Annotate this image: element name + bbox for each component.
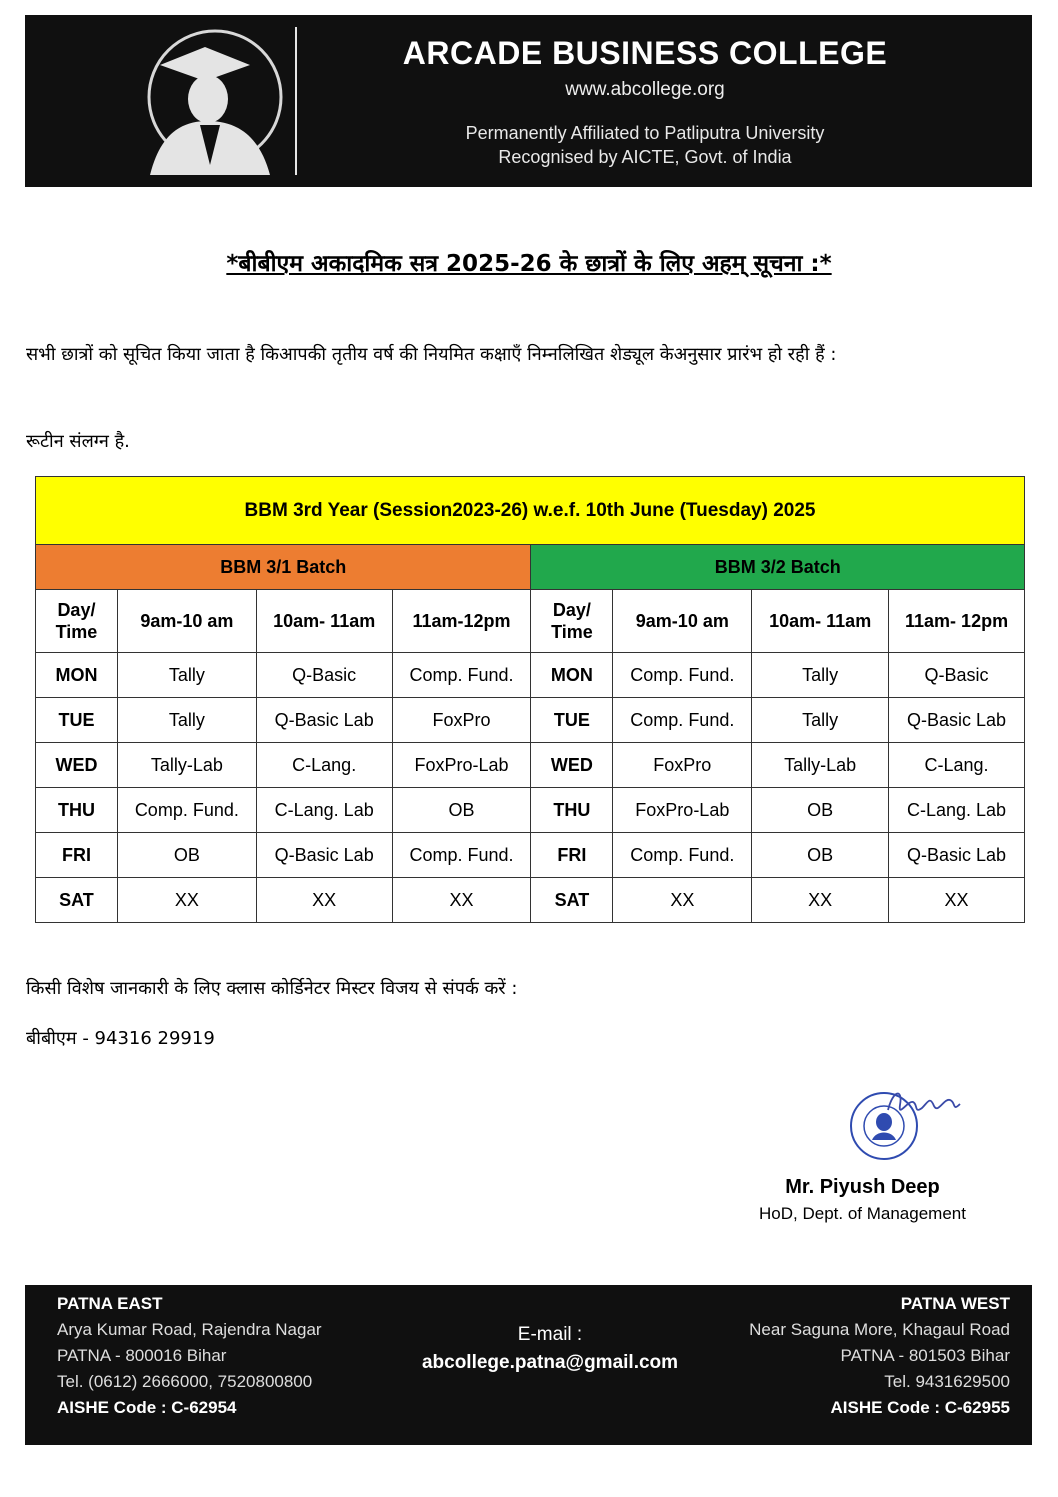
college-footer [25, 1285, 1032, 1445]
day-cell: MON [531, 653, 613, 698]
batch1-header: BBM 3/1 Batch [36, 545, 531, 590]
class-cell: XX [752, 878, 889, 923]
table-row [36, 878, 1025, 923]
west-aishe-code: AISHE Code : C-62955 [830, 1398, 1010, 1417]
class-cell: Q-Basic [889, 653, 1025, 698]
contact-text: किसी विशेष जानकारी के लिए क्लास कोर्डिनेटर मिस्टर विजय से संपर्क करें : [26, 978, 518, 999]
class-cell: C-Lang. [889, 743, 1025, 788]
schedule-table [35, 476, 1025, 923]
table-row [36, 743, 1025, 788]
schedule-title: BBM 3rd Year (Session2023-26) w.e.f. 10th June (Tuesday) 2025 [36, 477, 1025, 545]
day-cell: THU [531, 788, 613, 833]
notice-title: *बीबीएम अकादमिक सत्र 2025-26 के छात्रों के लिए अहम् सूचना :* [226, 251, 832, 277]
table-row [36, 653, 1025, 698]
class-cell: FoxPro [613, 743, 752, 788]
east-address-line: Arya Kumar Road, Rajendra Nagar [57, 1320, 322, 1339]
schedule-title-row [36, 477, 1025, 545]
column-header: 10am- 11am [256, 590, 392, 653]
column-header: 9am-10 am [117, 590, 256, 653]
day-cell: THU [36, 788, 118, 833]
contact-phone: बीबीएम - 94316 29919 [26, 1028, 215, 1049]
column-header: Day/ Time [36, 590, 118, 653]
patna-east-address [57, 1291, 322, 1421]
east-address-line: PATNA - 800016 Bihar [57, 1346, 227, 1365]
table-row [36, 833, 1025, 878]
batch-row [36, 545, 1025, 590]
west-address-line: PATNA - 801503 Bihar [840, 1346, 1010, 1365]
day-cell: WED [36, 743, 118, 788]
class-cell: FoxPro-Lab [613, 788, 752, 833]
header-divider [295, 27, 297, 175]
east-title: PATNA EAST [57, 1294, 163, 1313]
class-cell: C-Lang. Lab [256, 788, 392, 833]
day-cell: FRI [531, 833, 613, 878]
signer-name: Mr. Piyush Deep [785, 1176, 940, 1198]
class-cell: FoxPro [392, 698, 531, 743]
class-cell: Tally [752, 698, 889, 743]
class-cell: OB [752, 788, 889, 833]
column-header: 11am- 12pm [889, 590, 1025, 653]
email-label: E-mail : [517, 1324, 583, 1345]
class-cell: Comp. Fund. [392, 653, 531, 698]
table-row [36, 698, 1025, 743]
college-header [25, 15, 1032, 187]
class-cell: XX [392, 878, 531, 923]
west-address-line: Near Saguna More, Khagaul Road [749, 1320, 1010, 1339]
class-cell: XX [256, 878, 392, 923]
column-header: Day/ Time [531, 590, 613, 653]
class-cell: C-Lang. Lab [889, 788, 1025, 833]
day-cell: SAT [531, 878, 613, 923]
class-cell: Comp. Fund. [392, 833, 531, 878]
class-cell: Tally [117, 653, 256, 698]
column-header: 11am-12pm [392, 590, 531, 653]
class-cell: Tally [752, 653, 889, 698]
class-cell: Comp. Fund. [613, 653, 752, 698]
signature-icon [878, 1080, 968, 1130]
signer-title: HoD, Dept. of Management [759, 1204, 966, 1223]
college-website: www.abcollege.org [565, 79, 725, 100]
class-cell: Tally-Lab [117, 743, 256, 788]
email-address[interactable]: abcollege.patna@gmail.com [421, 1352, 679, 1373]
class-cell: Tally-Lab [752, 743, 889, 788]
class-cell: OB [117, 833, 256, 878]
class-cell: Q-Basic Lab [256, 833, 392, 878]
class-cell: OB [392, 788, 531, 833]
class-cell: Q-Basic [256, 653, 392, 698]
class-cell: C-Lang. [256, 743, 392, 788]
class-cell: Q-Basic Lab [889, 698, 1025, 743]
class-cell: Q-Basic Lab [256, 698, 392, 743]
time-header-row [36, 590, 1025, 653]
affiliation-line: Permanently Affiliated to Patliputra University [465, 123, 825, 143]
east-telephone: Tel. (0612) 2666000, 7520800800 [57, 1372, 313, 1391]
class-cell: Comp. Fund. [613, 833, 752, 878]
class-cell: XX [613, 878, 752, 923]
day-cell: MON [36, 653, 118, 698]
class-cell: XX [889, 878, 1025, 923]
day-cell: SAT [36, 878, 118, 923]
class-cell: XX [117, 878, 256, 923]
west-telephone: Tel. 9431629500 [884, 1372, 1010, 1391]
class-cell: FoxPro-Lab [392, 743, 531, 788]
batch2-header: BBM 3/2 Batch [531, 545, 1025, 590]
class-cell: Comp. Fund. [117, 788, 256, 833]
recognition-line: Recognised by AICTE, Govt. of India [498, 147, 792, 167]
day-cell: FRI [36, 833, 118, 878]
class-cell: Q-Basic Lab [889, 833, 1025, 878]
column-header: 9am-10 am [613, 590, 752, 653]
day-cell: TUE [36, 698, 118, 743]
notice-paragraph: सभी छात्रों को सूचित किया जाता है किआपकी तृतीय वर्ष की नियमित कक्षाएँ निम्नलिखित शेड्यूल केअनुसार प्रारंभ हो रही हैं : [26, 344, 837, 365]
table-row [36, 788, 1025, 833]
email-block [395, 1321, 705, 1377]
east-aishe-code: AISHE Code : C-62954 [57, 1398, 237, 1417]
day-cell: WED [531, 743, 613, 788]
day-cell: TUE [531, 698, 613, 743]
column-header: 10am- 11am [752, 590, 889, 653]
patna-west-address [749, 1291, 1010, 1421]
class-cell: Comp. Fund. [613, 698, 752, 743]
graduate-logo-icon [120, 25, 290, 185]
affiliation-text [365, 121, 925, 169]
class-cell: OB [752, 833, 889, 878]
college-name: ARCADE BUSINESS COLLEGE [402, 35, 888, 71]
class-cell: Tally [117, 698, 256, 743]
west-title: PATNA WEST [900, 1294, 1010, 1313]
routine-attached-text: रूटीन संलग्न है. [26, 431, 130, 452]
